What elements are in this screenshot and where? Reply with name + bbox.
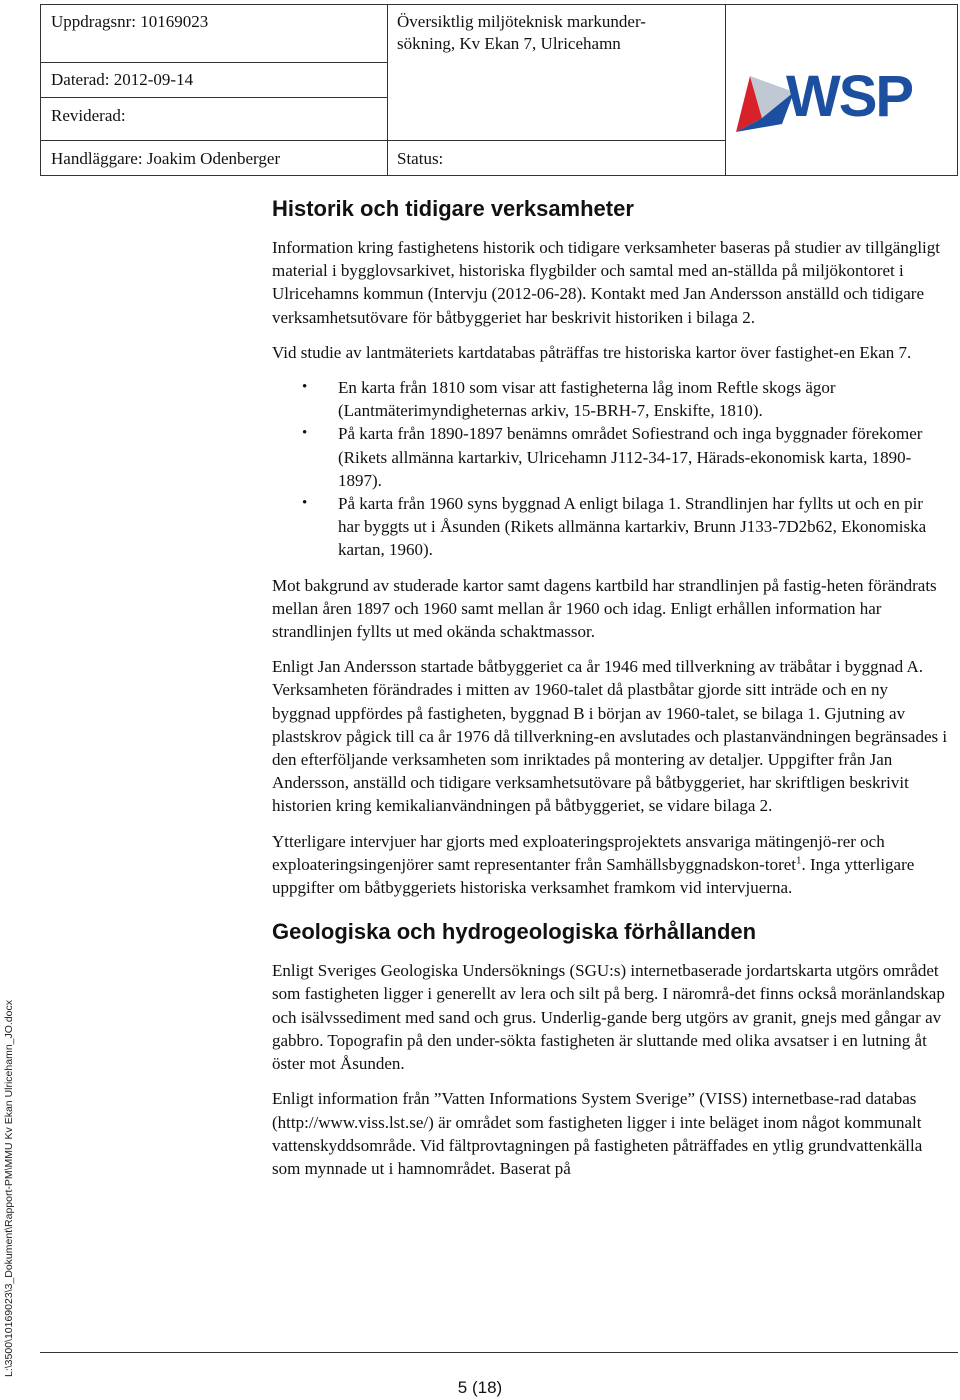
date-field: Daterad: 2012-09-14 — [51, 70, 194, 89]
revised-field: Reviderad: — [51, 106, 126, 125]
list-item-text: På karta från 1890-1897 benämns området Sofiestrand och inga byggnader förekomer (Rikets allmänna kartarkiv, Ulricehamn J112-34-17, Härads-ekonomisk karta, 1890-1897). — [338, 424, 923, 490]
paragraph: Enligt Jan Andersson startade båtbyggeriet ca år 1946 med tillverkning av träbåtar i byggnad A. Verksamheten förändrades i mitten av 1960-talet då plastbåtar gjorde sitt inträde och en ny byggnad uppfördes på fastigheten, byggnad B i början av 1960-talet, se bilaga 1. Gjutning av plastskrov pågick till ca år 1976 då tillverkning-en avslutades och plastanvändningen begränsades i den efterföljande verksamheten som inriktades på montering av detaljer. Uppgifter från Jan Andersson, anställd och tidigare verksamhetsutövare på båtbyggeriet, har skriftligen beskrivit historien kring kemikalianvändningen på båtbyggeriet, se vidare bilaga 2. — [272, 657, 948, 816]
section-heading-geology: Geologiska och hydrogeologiska förhållanden — [272, 919, 757, 945]
file-path-margin: L:\3500\10169023\3_Dokument\Rapport-PM\MMU Kv Ekan Ulricehamn_JO.docx — [3, 999, 15, 1377]
paragraph: Mot bakgrund av studerade kartor samt dagens kartbild har strandlinjen på fastig-heten förändrats mellan åren 1897 och 1960 samt mellan år 1960 och idag. Enligt erhållen information har strandlinjen fyllts ut med okända schaktmassor. — [272, 575, 937, 642]
paragraph: Enligt information från ”Vatten Informations System Sverige” (VISS) internetbase-rad databas (http://www.viss.lst.se/) är området som fastigheten ligger i inte beläget inom något kommunalt vattenskyddsområde. Vid fältprovtagningen på fastigheten påträffades en ytlig grundvattenkälla som mynnade ut i hamnområdet. Baserat på — [272, 1089, 923, 1178]
wsp-logo — [732, 62, 948, 138]
document-body — [272, 196, 948, 1192]
page-number: 5 (18) — [457, 1378, 503, 1397]
paragraph: Vid studie av lantmäteriets kartdatabas påträffas tre historiska kartor över fastighet-en Ekan 7. — [272, 342, 912, 362]
list-item — [272, 376, 948, 422]
bullet-icon: • — [302, 379, 308, 396]
logo-text: WSP — [786, 64, 913, 129]
handler-field: Handläggare: Joakim Odenberger — [51, 149, 281, 168]
footer-divider — [40, 1352, 958, 1353]
bullet-list — [272, 376, 948, 562]
document-title-line2: sökning, Kv Ekan 7, Ulricehamn — [397, 34, 621, 53]
list-item-text: På karta från 1960 syns byggnad A enligt bilaga 1. Strandlinjen har fyllts ut och en pir har byggts ut i Åsunden (Rikets allmänna kartarkiv, Brunn J133-7D2b62, Ekonomiska kartan, 1960). — [338, 494, 927, 560]
paragraph: Information kring fastighetens historik och tidigare verksamheter baseras på studier av tillgängligt material i bygglovsarkivet, historiska flygbilder och samtal med an-ställda på miljökontoret i Ulricehamns kommun (Intervju (2012-06-28). Kontakt med Jan Andersson anställd och tidigare verksamhetsutövare för båtbyggeriet har beskrivit historiken i bilaga 2. — [272, 238, 941, 327]
list-item — [272, 422, 948, 492]
document-title — [387, 11, 725, 55]
paragraph: Enligt Sveriges Geologiska Undersöknings (SGU:s) internetbaserade jordartskarta utgörs området som fastigheten ligger i generellt av lera och silt på berg. I närområ-det finns också moränlandskap och isälvssediment med sand och grus. Underlig-gande berg utgörs av granit, gnejs med gångar av gabbro. Topografin på den under-sökta fastigheten är sluttande med olika avsatser i en lutning åt öster mot Åsunden. — [272, 961, 945, 1074]
list-item — [272, 492, 948, 562]
footnote-reference[interactable]: 1 — [796, 854, 802, 867]
list-item-text: En karta från 1810 som visar att fastigheterna låg inom Reftle skogs ägor (Lantmäterimyndigheternas arkiv, 15-BRH-7, Enskifte, 1810). — [338, 378, 836, 421]
bullet-icon: • — [302, 425, 308, 442]
bullet-icon: • — [302, 495, 308, 512]
paragraph — [272, 830, 948, 900]
assignment-number: Uppdragsnr: 10169023 — [51, 12, 209, 31]
status-field: Status: — [397, 149, 444, 168]
document-title-line1: Översiktlig miljöteknisk markunder- — [397, 12, 646, 31]
paragraph-text: . Inga ytterligare uppgifter om båtbyggeriets historiska verksamhet framkom vid intervjuerna. — [272, 854, 915, 898]
section-heading-history: Historik och tidigare verksamheter — [272, 196, 634, 221]
paragraph-text: Ytterligare intervjuer har gjorts med exploateringsprojektets ansvariga mätingenjö-rer och exploateringsingenjörer samt representanter från Samhällsbyggnadskon-toret — [272, 831, 885, 874]
